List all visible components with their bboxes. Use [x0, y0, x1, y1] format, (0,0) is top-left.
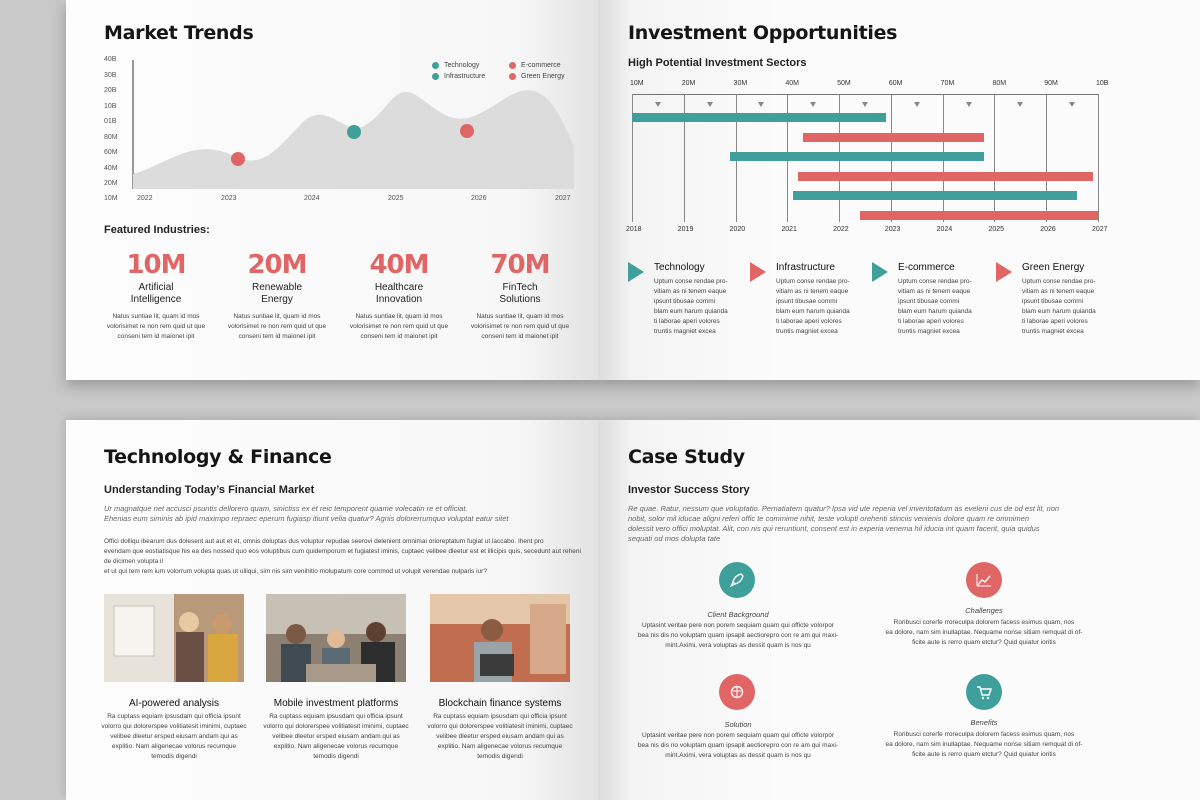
- tick-marker-icon: [655, 102, 661, 107]
- industry-name-line: Solutions: [499, 294, 541, 305]
- top-tick-label: 50M: [837, 80, 851, 87]
- industry-card: [222, 250, 332, 342]
- sector-desc: [1022, 277, 1112, 337]
- bottom-tick-label: 2027: [1092, 226, 1108, 233]
- block-label: Client Background: [707, 610, 769, 619]
- investment-gantt-chart: [628, 80, 1108, 240]
- body-line: Offici dolliqu ibearum dus dolesent aut aut et et, omnis doluptas dus voluptur repudae seerovi delenient omnimai orioreptatum fugiat ut laccabo. Ihent pro: [104, 538, 544, 545]
- legend-dot: [432, 73, 439, 80]
- x-tick: 2025: [388, 195, 404, 202]
- desc-line: blam eum harum quianda: [1022, 308, 1096, 315]
- industry-card: [465, 250, 575, 342]
- desc-line: vitiam as ni tenem eaque: [1022, 288, 1095, 295]
- block-label: Benefits: [970, 718, 998, 727]
- desc-line: conseni tem id maionet ipit: [360, 333, 438, 340]
- intro-line: sequati od mos dolupta tate: [628, 534, 721, 543]
- market-trends-chart: [104, 56, 574, 206]
- desc-line: Natus suntiae lit, quam id mos: [233, 313, 321, 320]
- featured-industries-label: Featured Industries:: [104, 224, 210, 236]
- sector-title: Technology: [654, 262, 705, 273]
- area-chart-plot: [104, 56, 574, 196]
- arrow-icon: [750, 262, 766, 282]
- industry-name-line: Artificial: [138, 282, 174, 293]
- desc-line: volorisimet re non rem quid ut que: [106, 323, 206, 330]
- desc-line: Uptum conse rendae pro-: [776, 278, 850, 285]
- desc-line: bea nis dis no voluptam quam ipsapit aectiorepro con re am qui maxi-: [637, 742, 839, 749]
- desc-line: truntis magniet excea: [776, 328, 838, 335]
- desc-line: volorro qui dolorerspee volitiatesit iminimi, cuptaec: [427, 723, 573, 730]
- industry-name: [465, 282, 575, 306]
- gantt-top-axis: [632, 94, 1098, 95]
- bottom-tick-label: 2018: [626, 226, 642, 233]
- tick-marker-icon: [707, 102, 713, 107]
- y-tick: 20M: [104, 180, 118, 187]
- tick-marker-icon: [1069, 102, 1075, 107]
- intro-text: [628, 504, 1188, 544]
- gantt-bar: [803, 133, 984, 142]
- desc-line: Uptasint veritae pere non porem sequiam quam qui officte volorpor: [641, 622, 835, 629]
- cart-icon: [966, 674, 1002, 710]
- bottom-tick-label: 2019: [677, 226, 694, 233]
- item-desc: [261, 712, 411, 762]
- gantt-bar: [860, 211, 1098, 220]
- desc-line: Roribusci corerfe rroreculpa dolorem facess esimus quam, nos: [893, 731, 1075, 738]
- y-tick: 10M: [104, 195, 118, 202]
- desc-line: ipsunt tibusae commi: [654, 298, 716, 305]
- desc-line: temodis digendi: [313, 753, 359, 760]
- top-tick-label: 60M: [888, 80, 903, 87]
- y-tick: 60M: [104, 149, 118, 156]
- tick-marker-icon: [862, 102, 868, 107]
- desc-line: conseni tem id maionet ipit: [481, 333, 559, 340]
- industry-desc: [101, 312, 211, 342]
- tick-marker-icon: [914, 102, 920, 107]
- desc-line: Uptum conse rendae pro-: [898, 278, 972, 285]
- desc-line: conseni tem id maionet ipit: [238, 333, 316, 340]
- industry-name-line: Energy: [261, 294, 293, 305]
- desc-line: volorisimet re non rem quid ut que: [227, 323, 327, 330]
- desc-line: ipsunt tibusae commi: [1022, 298, 1084, 305]
- desc-line: mint.Aximi, vera voluptas as dessit quam is nos qu: [665, 752, 811, 759]
- spread-bottom: [66, 420, 1200, 800]
- legend-item: [509, 62, 561, 69]
- desc-line: vitiam as ni tenem eaque: [898, 288, 971, 295]
- desc-line: blam eum harum quianda: [776, 308, 850, 315]
- desc-line: Uptum conse rendae pro-: [654, 278, 728, 285]
- tick-marker-icon: [1017, 102, 1023, 107]
- sector-title: Green Energy: [1022, 262, 1085, 273]
- arrow-icon: [872, 262, 888, 282]
- block-label: Solution: [724, 720, 752, 729]
- page-tech-finance: [66, 420, 598, 800]
- x-tick: 2024: [304, 195, 320, 202]
- page-market-trends: [66, 0, 598, 380]
- rocket-icon: [719, 562, 755, 598]
- bottom-tick-label: 2021: [781, 226, 797, 233]
- meeting-photo: [266, 594, 406, 682]
- sector-desc: [776, 277, 866, 337]
- desc-line: volorro qui dolorerspee volitiatesit iminimi, cuptaec: [263, 723, 409, 730]
- industry-card: [101, 250, 211, 342]
- y-tick: 01B: [104, 118, 117, 125]
- block-desc: [618, 621, 858, 651]
- desc-line: Ra cuptass equiam ipsusdam qui officia ipsunt: [107, 713, 241, 720]
- top-tick-label: 10B: [1096, 80, 1109, 87]
- brain-icon: [719, 674, 755, 710]
- desc-line: bea nis dis no voluptam quam ipsapit aectiorepro con re am qui maxi-: [637, 632, 839, 639]
- photo-image: [266, 594, 406, 682]
- legend-label: Green Energy: [521, 73, 565, 80]
- desc-line: Uptasint veritae pere non porem sequiam quam qui officte volorpor: [641, 732, 835, 739]
- gantt-bar: [730, 152, 984, 161]
- item-title: AI-powered analysis: [128, 698, 220, 709]
- top-tick-label: 40M: [785, 80, 799, 87]
- legend-label: E-commerce: [521, 62, 561, 69]
- legend-dot: [509, 73, 516, 80]
- body-line: evendam que eostiatisque his ea des nossed quo eos voluptibus cum quidemporum et fugiatest iminis, cuptaec velibee dleetur est et illicipis quis, secedunt aut reheni de dicimen volupta il: [104, 548, 581, 565]
- industry-value: 10M: [126, 250, 186, 280]
- section-subtitle: Understanding Today’s Financial Market: [104, 484, 315, 496]
- desc-line: ipsunt tibusae commi: [776, 298, 838, 305]
- legend-dot: [509, 62, 516, 69]
- tick-marker-icon: [810, 102, 816, 107]
- industry-value: 20M: [247, 250, 307, 280]
- desc-line: Ra cuptass equiam ipsusdam qui officia ipsunt: [269, 713, 403, 720]
- x-tick: 2022: [137, 195, 153, 202]
- y-tick: 80M: [104, 133, 118, 141]
- desc-line: ti laborae aperi volores: [654, 318, 720, 325]
- intro-line: Ur magnatque net accusci psuntis dellorero quam, sinictiss ex et reic temporent quame volecatin re et officiat.: [104, 504, 468, 513]
- desc-line: Uptum conse rendae pro-: [1022, 278, 1096, 285]
- desc-line: ti laborae aperi volores: [898, 318, 964, 325]
- item-title: Mobile investment platforms: [273, 698, 399, 709]
- intro-line: nobit, solor mil iducae aligni referi offic te commime nihit, teste volupti orehenti stinciis venienis dolore quam re ommimen: [628, 514, 1030, 523]
- desc-line: explitio. Nam aligenecae volorus recumque: [437, 743, 563, 750]
- industry-name-line: Innovation: [375, 294, 423, 305]
- desc-line: truntis magniet excea: [654, 328, 716, 335]
- desc-line: Ra cuptass equiam ipsusdam qui officia ipsunt: [433, 713, 567, 720]
- industry-name-line: Healthcare: [374, 282, 424, 293]
- chart-point-green-energy: [460, 124, 474, 138]
- y-tick: 30B: [104, 71, 117, 79]
- top-tick-label: 30M: [733, 80, 748, 87]
- desc-line: Natus suntiae lit, quam id mos: [355, 313, 443, 320]
- desc-line: blam eum harum quianda: [654, 308, 728, 315]
- bottom-tick-label: 2025: [988, 226, 1005, 233]
- desc-line: ti laborae aperi volores: [1022, 318, 1088, 325]
- desc-line: ipsunt tibusae commi: [898, 298, 960, 305]
- desc-line: ficite aute is rerro quam etctur? Quid quiatur ioritis: [912, 751, 1056, 758]
- bottom-tick-label: 2022: [833, 226, 849, 233]
- y-tick: 40M: [104, 164, 118, 172]
- industry-name-line: FinTech: [502, 282, 538, 293]
- page-title: Market Trends: [104, 22, 254, 44]
- sector-title: E-commerce: [898, 262, 955, 273]
- section-subtitle: High Potential Investment Sectors: [628, 57, 807, 69]
- grid-line: [1046, 94, 1047, 222]
- page-title: Technology & Finance: [104, 446, 332, 468]
- page-title: Case Study: [628, 446, 745, 468]
- industry-desc: [222, 312, 332, 342]
- industry-name: [101, 282, 211, 306]
- top-tick-label: 90M: [1044, 80, 1058, 87]
- item-desc: [99, 712, 249, 762]
- desc-line: conseni tem id maionet ipit: [117, 333, 195, 340]
- legend-item: [509, 73, 565, 80]
- bottom-tick-label: 2020: [729, 226, 746, 233]
- arrow-icon: [628, 262, 644, 282]
- desc-line: ea dolore, nam sim inullaptae. Nequame nonse sitiam remquat di of-: [885, 741, 1083, 748]
- desc-line: ti laborae aperi volores: [776, 318, 842, 325]
- desc-line: temodis digendi: [477, 753, 523, 760]
- office-photo: [104, 594, 244, 682]
- legend-item: [432, 73, 485, 80]
- industry-name-line: Renewable: [251, 282, 303, 293]
- chart-point-ecommerce: [231, 152, 245, 166]
- desc-line: ea dolore, nam sim inullaptae. Nequame nonse sitiam remquat di of-: [885, 629, 1083, 636]
- legend-item: [432, 62, 479, 69]
- sector-desc: [654, 277, 744, 337]
- tick-marker-icon: [966, 102, 972, 107]
- chart-point-technology: [347, 125, 361, 139]
- industry-card: [344, 250, 454, 342]
- block-desc: [864, 618, 1104, 648]
- gantt-bar: [632, 113, 886, 122]
- industry-value: 70M: [490, 250, 550, 280]
- bottom-tick-label: 2023: [884, 226, 901, 233]
- tick-marker-icon: [758, 102, 764, 107]
- desc-line: truntis magniet excea: [898, 328, 960, 335]
- legend-label: Technology: [444, 62, 480, 69]
- y-tick: 40B: [104, 56, 117, 63]
- industry-desc: [465, 312, 575, 342]
- legend-label: Infrastructure: [444, 73, 486, 80]
- section-subtitle: Investor Success Story: [628, 484, 750, 496]
- desc-line: temodis digendi: [151, 753, 197, 760]
- y-tick: 10B: [104, 102, 117, 110]
- industry-name: [222, 282, 332, 306]
- laptop-photo: [430, 594, 570, 682]
- photo-image: [104, 594, 244, 682]
- desc-line: volorisimet re non rem quid ut que: [470, 323, 570, 330]
- x-tick: 2023: [221, 195, 237, 202]
- gantt-bar: [793, 191, 1078, 200]
- grid-line: [1098, 94, 1099, 222]
- desc-line: explitio. Nam aligenecae volorus recumque: [273, 743, 399, 750]
- grid-line: [994, 94, 995, 222]
- area-series: [133, 90, 574, 189]
- desc-line: velibee dleetur ersped eiusam andam qui as: [272, 733, 400, 740]
- desc-line: mint.Aximi, vera voluptas as dessit quam is nos qu: [665, 642, 811, 649]
- item-desc: [425, 712, 575, 762]
- desc-line: blam eum harum quianda: [898, 308, 972, 315]
- arrow-icon: [996, 262, 1012, 282]
- industry-name-line: Intelligence: [130, 294, 182, 305]
- x-tick: 2026: [471, 195, 487, 202]
- photo-image: [430, 594, 570, 682]
- top-tick-label: 70M: [940, 80, 955, 87]
- desc-line: Natus suntiae lit, quam id mos: [112, 313, 200, 320]
- page-investment: [598, 0, 1200, 380]
- desc-line: volorisimet re non rem quid ut que: [349, 323, 449, 330]
- gantt-bar: [798, 172, 1093, 181]
- desc-line: explitio. Nam aligenecae volorus recumque: [111, 743, 237, 750]
- block-desc: [618, 731, 858, 761]
- y-tick: 20B: [104, 87, 117, 94]
- desc-line: vitiam as ni tenem eaque: [654, 288, 727, 295]
- block-desc: [864, 730, 1104, 760]
- bottom-tick-label: 2024: [936, 226, 953, 233]
- page-case-study: [598, 420, 1200, 800]
- desc-line: velibee dleetur ersped eiusam andam qui as: [436, 733, 564, 740]
- sector-desc: [898, 277, 988, 337]
- chart-icon: [966, 562, 1002, 598]
- industry-desc: [344, 312, 454, 342]
- desc-line: Roribusci corerfe rroreculpa dolorem facess esimus quam, nos: [893, 619, 1075, 626]
- top-tick-label: 80M: [992, 80, 1007, 87]
- sector-title: Infrastructure: [776, 262, 835, 273]
- desc-line: ficite aute is rerro quam etctur? Quid quiatur ioritis: [912, 639, 1056, 646]
- bottom-tick-label: 2026: [1040, 226, 1056, 233]
- body-text: [104, 537, 584, 577]
- industry-value: 40M: [369, 250, 429, 280]
- intro-text: [104, 504, 584, 524]
- item-title: Blockchain finance systems: [438, 698, 562, 709]
- legend-dot: [432, 62, 439, 69]
- top-tick-label: 20M: [681, 80, 696, 87]
- body-line: et ut qui tem rem ium volorrum volupta quas ut ulliqui, sim nis sim venihitio molupatum core commod ut volupit verendae nulparis iur?: [104, 568, 487, 575]
- desc-line: volorro qui dolorerspee volitiatesit iminimi, cuptaec: [101, 723, 247, 730]
- x-tick: 2027: [555, 195, 571, 202]
- block-label: Challenges: [965, 606, 1003, 615]
- intro-line: Re quae. Ratur, nessum que voluptatio. Pernatiatem quatur? Ipsa vid ute reperia vel inventotatum as eveleni cus de od est lit, non: [628, 504, 1060, 513]
- desc-line: truntis magniet excea: [1022, 328, 1084, 335]
- desc-line: vitiam as ni tenem eaque: [776, 288, 849, 295]
- intro-line: dolessit vero offici moluptat. Alit, con nis qui reruntiunt, consent est in experia venema hil iducia int quam facerit, quia quidus: [628, 524, 1040, 533]
- spread-top: [66, 0, 1200, 380]
- desc-line: velibee dleetur ersped eiusam andam qui as: [110, 733, 238, 740]
- industry-name: [344, 282, 454, 306]
- intro-line: Ehenias eum siminis ab ipid maximpo repraec eperum fugiasp itiunt velia quatur? Agnis dolorerrumquo voluptat eatur sitet: [104, 514, 509, 523]
- page-title: Investment Opportunities: [628, 22, 898, 44]
- top-tick-label: 10M: [630, 80, 644, 87]
- desc-line: Natus suntiae lit, quam id mos: [476, 313, 564, 320]
